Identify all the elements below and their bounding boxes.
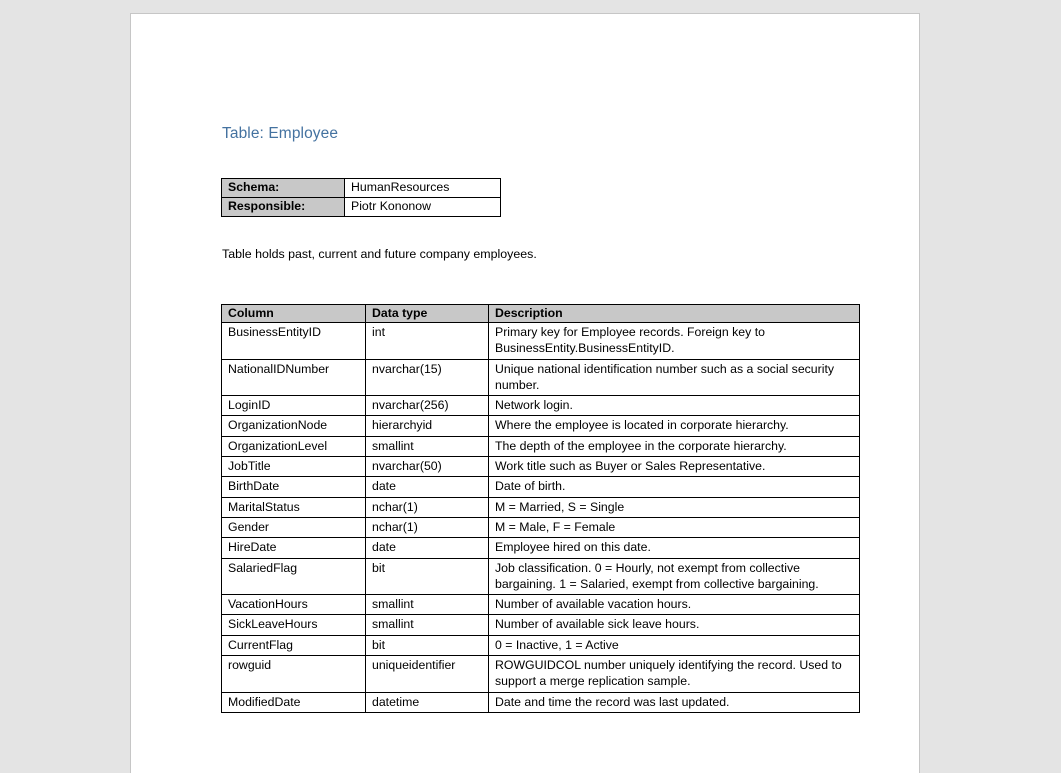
cell-column-name: Gender — [222, 517, 366, 537]
cell-description: Date and time the record was last updated. — [489, 692, 860, 712]
cell-description: Number of available sick leave hours. — [489, 615, 860, 635]
cell-column-name: MaritalStatus — [222, 497, 366, 517]
cell-data-type: int — [366, 323, 489, 360]
cell-description: Number of available vacation hours. — [489, 595, 860, 615]
table-row — [222, 416, 860, 436]
cell-description: Unique national identification number such as a social security number. — [489, 359, 860, 396]
table-row — [222, 457, 860, 477]
cell-column-name: SalariedFlag — [222, 558, 366, 595]
table-row — [222, 198, 501, 217]
metadata-value-schema: HumanResources — [345, 179, 501, 198]
column-header-data-type: Data type — [366, 305, 489, 323]
cell-data-type: nvarchar(50) — [366, 457, 489, 477]
table-header-row — [222, 305, 860, 323]
table-description-text: Table holds past, current and future company employees. — [222, 247, 537, 261]
cell-column-name: OrganizationNode — [222, 416, 366, 436]
metadata-table — [221, 178, 501, 217]
document-page — [130, 13, 920, 773]
metadata-table-body — [222, 179, 501, 217]
cell-data-type: datetime — [366, 692, 489, 712]
cell-description: 0 = Inactive, 1 = Active — [489, 635, 860, 655]
cell-column-name: ModifiedDate — [222, 692, 366, 712]
column-header-column: Column — [222, 305, 366, 323]
cell-description: Employee hired on this date. — [489, 538, 860, 558]
table-row — [222, 359, 860, 396]
table-row — [222, 179, 501, 198]
cell-column-name: BusinessEntityID — [222, 323, 366, 360]
cell-data-type: bit — [366, 558, 489, 595]
cell-description: Network login. — [489, 396, 860, 416]
cell-column-name: NationalIDNumber — [222, 359, 366, 396]
columns-table-header — [222, 305, 860, 323]
cell-data-type: nvarchar(15) — [366, 359, 489, 396]
cell-column-name: JobTitle — [222, 457, 366, 477]
table-row — [222, 558, 860, 595]
columns-table-body — [222, 323, 860, 713]
cell-column-name: rowguid — [222, 656, 366, 693]
cell-data-type: smallint — [366, 615, 489, 635]
cell-column-name: VacationHours — [222, 595, 366, 615]
table-row — [222, 595, 860, 615]
table-row — [222, 396, 860, 416]
cell-description: Primary key for Employee records. Foreign key to BusinessEntity.BusinessEntityID. — [489, 323, 860, 360]
cell-description: The depth of the employee in the corporate hierarchy. — [489, 436, 860, 456]
table-row — [222, 436, 860, 456]
cell-data-type: uniqueidentifier — [366, 656, 489, 693]
cell-data-type: date — [366, 538, 489, 558]
cell-column-name: OrganizationLevel — [222, 436, 366, 456]
table-row — [222, 692, 860, 712]
table-row — [222, 538, 860, 558]
cell-data-type: nchar(1) — [366, 497, 489, 517]
cell-column-name: LoginID — [222, 396, 366, 416]
cell-column-name: SickLeaveHours — [222, 615, 366, 635]
table-row — [222, 497, 860, 517]
cell-data-type: nvarchar(256) — [366, 396, 489, 416]
cell-data-type: smallint — [366, 595, 489, 615]
page-title: Table: Employee — [222, 125, 339, 142]
cell-data-type: smallint — [366, 436, 489, 456]
cell-data-type: hierarchyid — [366, 416, 489, 436]
table-row — [222, 323, 860, 360]
table-row — [222, 615, 860, 635]
cell-description: Job classification. 0 = Hourly, not exempt from collective bargaining. 1 = Salaried, exempt from collective bargaining. — [489, 558, 860, 595]
cell-description: Work title such as Buyer or Sales Representative. — [489, 457, 860, 477]
cell-data-type: bit — [366, 635, 489, 655]
cell-description: Where the employee is located in corporate hierarchy. — [489, 416, 860, 436]
cell-description: Date of birth. — [489, 477, 860, 497]
metadata-label-responsible: Responsible: — [222, 198, 345, 217]
metadata-label-schema: Schema: — [222, 179, 345, 198]
cell-description: M = Male, F = Female — [489, 517, 860, 537]
table-row — [222, 656, 860, 693]
metadata-value-responsible: Piotr Kononow — [345, 198, 501, 217]
table-row — [222, 517, 860, 537]
column-header-description: Description — [489, 305, 860, 323]
table-row — [222, 635, 860, 655]
cell-description: M = Married, S = Single — [489, 497, 860, 517]
cell-description: ROWGUIDCOL number uniquely identifying the record. Used to support a merge replication sample. — [489, 656, 860, 693]
cell-column-name: BirthDate — [222, 477, 366, 497]
columns-table — [221, 304, 860, 713]
cell-column-name: HireDate — [222, 538, 366, 558]
table-row — [222, 477, 860, 497]
cell-column-name: CurrentFlag — [222, 635, 366, 655]
cell-data-type: date — [366, 477, 489, 497]
cell-data-type: nchar(1) — [366, 517, 489, 537]
